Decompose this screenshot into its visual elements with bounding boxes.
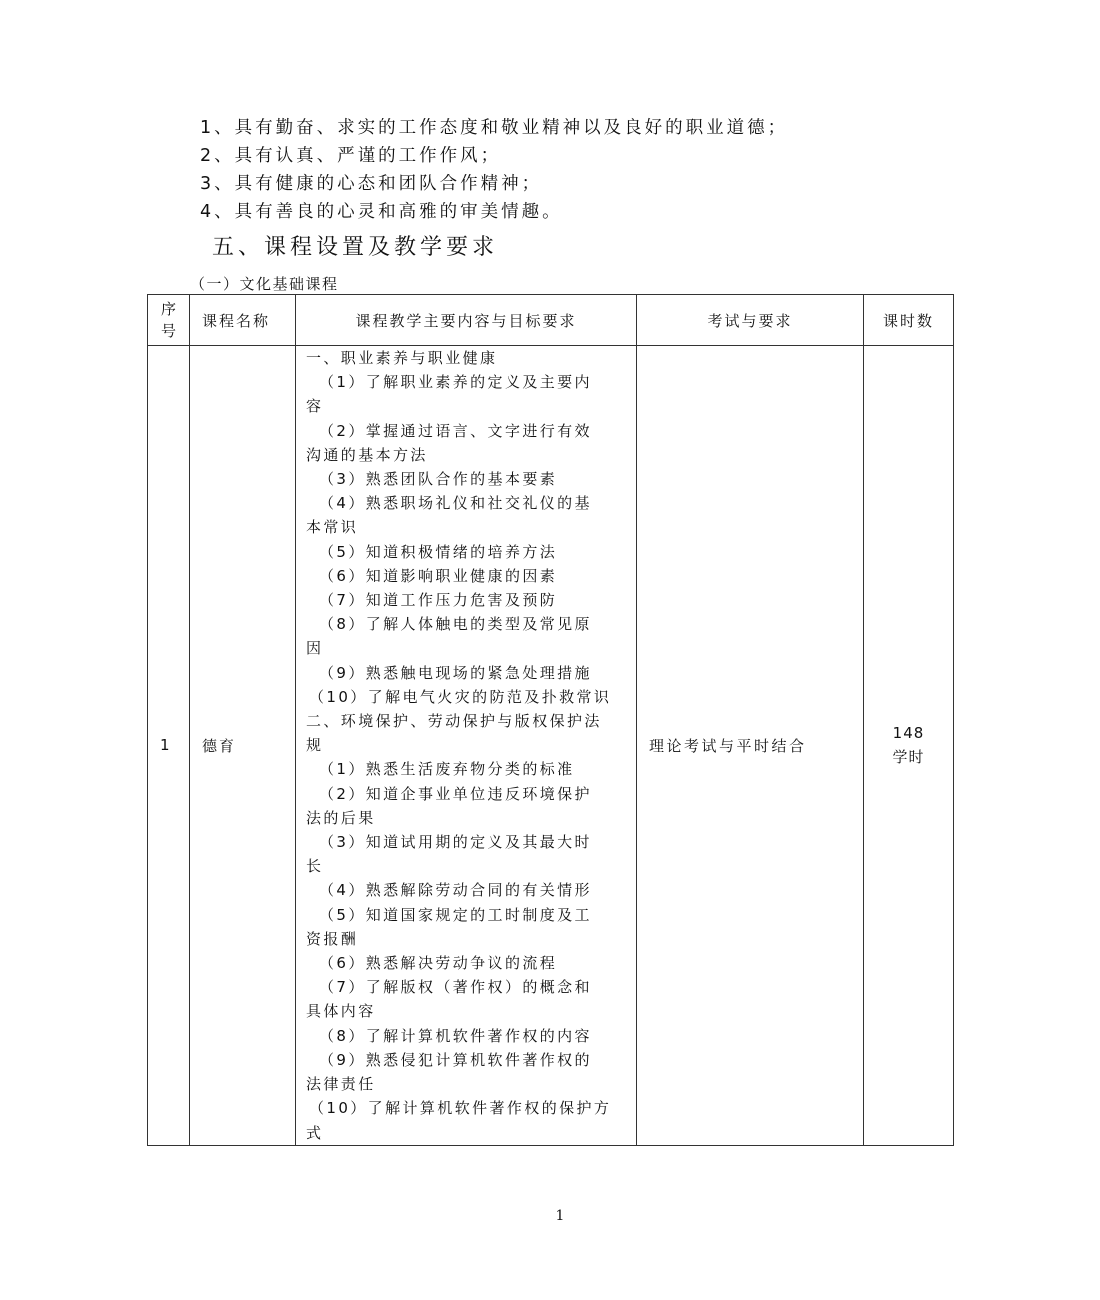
header-exam: 考试与要求 [637,295,864,346]
header-course-content: 课程教学主要内容与目标要求 [296,295,637,346]
content-line: （5）知道国家规定的工时制度及工 [319,905,592,924]
header-seq [148,295,190,346]
content-line: 容 [306,397,324,416]
cell-seq: 1 [148,346,190,1146]
hours-value: 148 [892,724,925,743]
cell-hours [864,346,954,1146]
table-header-row [148,295,954,346]
list-item: 3、具有健康的心态和团队合作精神； [200,174,543,194]
list-item: 4、具有善良的心灵和高雅的审美情趣。 [200,202,563,222]
header-course-name: 课程名称 [190,295,296,346]
list-item: 1、具有勤奋、求实的工作态度和敬业精神以及良好的职业道德； [200,118,789,138]
content-line: 一、职业素养与职业健康 [306,349,498,367]
content-line: 本常识 [306,518,359,537]
content-line: 法的后果 [306,808,376,827]
content-line: （2）知道企事业单位违反环境保护 [319,784,592,803]
header-hours: 课时数 [864,295,954,346]
list-item: 2、具有认真、严谨的工作作风； [200,146,502,166]
content-line: （3）知道试用期的定义及其最大时 [319,833,592,852]
content-line: （5）知道积极情绪的培养方法 [319,542,558,561]
content-line: 式 [306,1123,324,1142]
header-seq-line2: 号 [160,322,176,340]
content-line: （2）掌握通过语言、文字进行有效 [319,421,592,440]
content-line: 法律责任 [306,1075,376,1094]
cell-course-name: 德育 [190,346,296,1146]
course-content-list [306,346,628,1145]
hours-unit: 学时 [892,748,925,767]
content-line: （4）熟悉职场礼仪和社交礼仪的基 [319,494,592,513]
content-line: 规 [306,736,324,755]
content-line: （8）了解计算机软件著作权的内容 [319,1026,592,1045]
content-line: （7）知道工作压力危害及预防 [319,591,558,610]
content-line: （7）了解版权（著作权）的概念和 [319,978,592,997]
cell-course-content [296,346,637,1146]
content-line: 资报酬 [306,929,359,948]
content-line: 长 [306,857,324,876]
content-line: 具体内容 [306,1002,376,1021]
content-line: （10）了解计算机软件著作权的保护方 [309,1099,612,1118]
content-line: （8）了解人体触电的类型及常见原 [319,615,592,634]
header-seq-line1: 序 [160,300,176,318]
content-line: （9）熟悉触电现场的紧急处理措施 [319,663,592,682]
content-line: （4）熟悉解除劳动合同的有关情形 [319,881,592,900]
content-line: （10）了解电气火灾的防范及扑救常识 [309,687,612,706]
table-row [148,346,954,1146]
content-line: 因 [306,639,324,658]
course-table [147,294,954,1146]
content-line: （1）了解职业素养的定义及主要内 [319,373,592,392]
cell-exam: 理论考试与平时结合 [637,346,864,1146]
page-number: 1 [555,1208,565,1224]
content-line: （6）熟悉解决劳动争议的流程 [319,954,558,973]
content-line: 二、环境保护、劳动保护与版权保护法 [306,712,602,731]
quality-requirements-list [200,114,788,226]
content-line: （3）熟悉团队合作的基本要素 [319,470,558,489]
content-line: 沟通的基本方法 [306,445,428,464]
section-heading: 五、课程设置及教学要求 [212,235,499,260]
content-line: （9）熟悉侵犯计算机软件著作权的 [319,1050,592,1069]
content-line: （1）熟悉生活废弃物分类的标准 [319,760,575,779]
sub-heading: （一）文化基础课程 [190,275,339,293]
content-line: （6）知道影响职业健康的因素 [319,566,558,585]
